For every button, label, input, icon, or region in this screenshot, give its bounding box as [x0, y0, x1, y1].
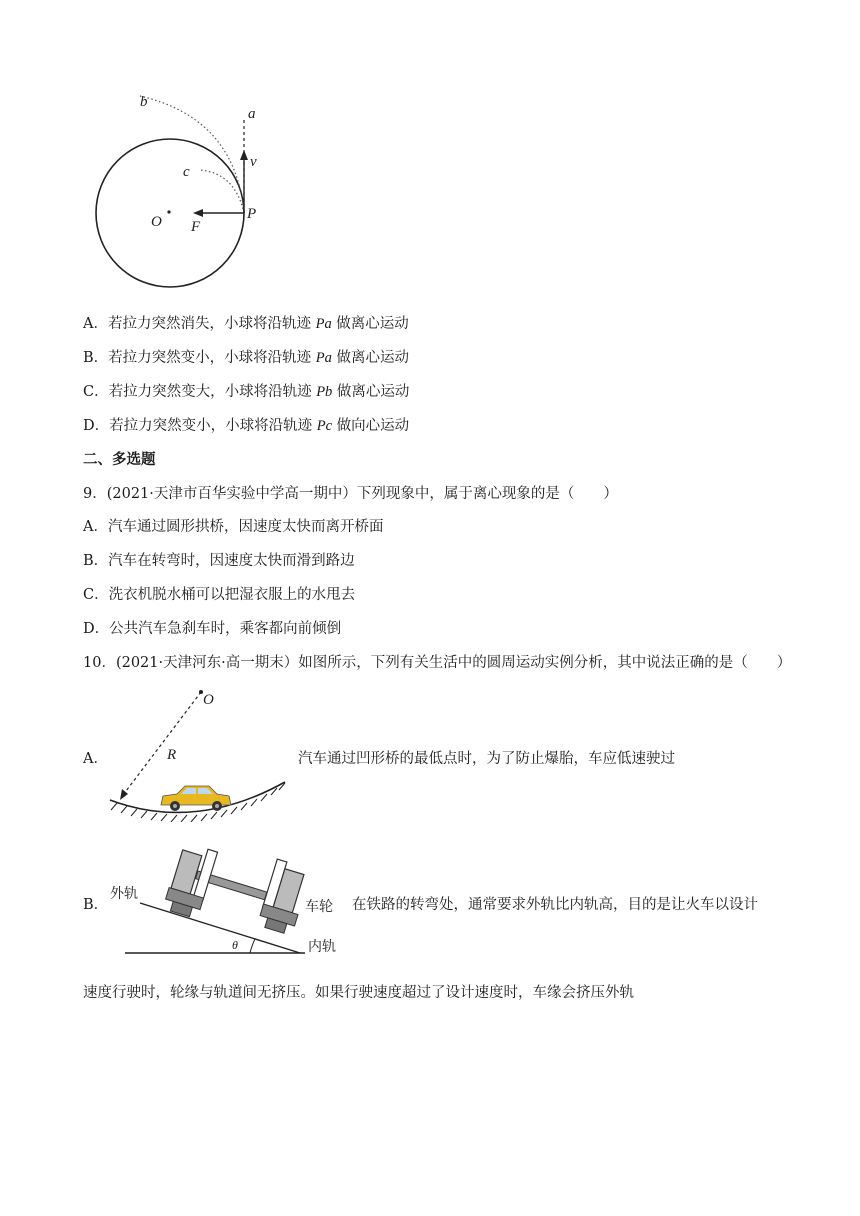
q9-stem: 9．(2021·天津市百华实验中学高一期中）下列现象中，属于离心现象的是（ ） — [83, 486, 618, 502]
option-var: Pb — [316, 384, 333, 400]
option-text: 做离心运动 — [331, 350, 409, 366]
option-var: Pa — [315, 350, 332, 366]
label-v: v — [250, 154, 257, 170]
label-a: a — [248, 106, 256, 122]
label-F: F — [191, 219, 201, 235]
q10-option-a-letter: A． — [83, 751, 108, 767]
q10-option-b-text-2: 速度行驶时，轮缘与轨道间无挤压。如果行驶速度超过了设计速度时，车缘会挤压外轨 — [83, 985, 634, 1001]
label-b: b — [140, 94, 148, 110]
option-text: A．若拉力突然消失，小球将沿轨迹 — [83, 316, 316, 332]
label-c: c — [183, 164, 190, 180]
option-text: 做向心运动 — [332, 418, 410, 434]
q8-option-b — [83, 348, 409, 368]
circular-motion-figure — [85, 88, 315, 293]
q10-option-a-text: 汽车通过凹形桥的最低点时，为了防止爆胎，车应低速驶过 — [298, 751, 675, 767]
option-text: C．若拉力突然变大，小球将沿轨迹 — [83, 384, 317, 400]
q9-option-c: C．洗衣机脱水桶可以把湿衣服上的水甩去 — [83, 587, 356, 603]
q10-option-b-text-1: 在铁路的转弯处，通常要求外轨比内轨高，目的是让火车以设计 — [352, 897, 758, 913]
railway-curve-figure — [110, 843, 350, 963]
q8-option-c — [83, 382, 409, 402]
label-O: O — [203, 692, 214, 708]
option-text: B．若拉力突然变小，小球将沿轨迹 — [83, 350, 316, 366]
concave-bridge-figure — [105, 682, 290, 822]
option-text: 做离心运动 — [331, 316, 409, 332]
label-P: P — [247, 206, 257, 222]
q10-option-b-letter: B． — [83, 897, 109, 913]
option-text: D．若拉力突然变小，小球将沿轨迹 — [83, 418, 317, 434]
q8-option-a — [83, 314, 409, 334]
label-theta: θ — [232, 938, 238, 952]
q9-option-d: D．公共汽车急刹车时，乘客都向前倾倒 — [83, 621, 342, 637]
q9-option-b: B．汽车在转弯时，因速度太快而滑到路边 — [83, 553, 355, 569]
q9-option-a: A．汽车通过圆形拱桥，因速度太快而离开桥面 — [83, 519, 384, 535]
label-O: O — [151, 214, 162, 230]
label-R: R — [167, 747, 177, 763]
label-wheel: 车轮 — [305, 899, 333, 915]
section-title: 二、多选题 — [83, 451, 156, 468]
option-text: 做离心运动 — [332, 384, 410, 400]
label-inner-rail: 内轨 — [308, 939, 336, 955]
q10-stem: 10．(2021·天津河东·高一期末）如图所示，下列有关生活中的圆周运动实例分析，其中说法正确的是（ ） — [83, 655, 792, 671]
label-outer-rail: 外轨 — [110, 886, 138, 902]
option-var: Pa — [315, 316, 332, 332]
q8-option-d — [83, 416, 409, 436]
option-var: Pc — [316, 418, 333, 434]
